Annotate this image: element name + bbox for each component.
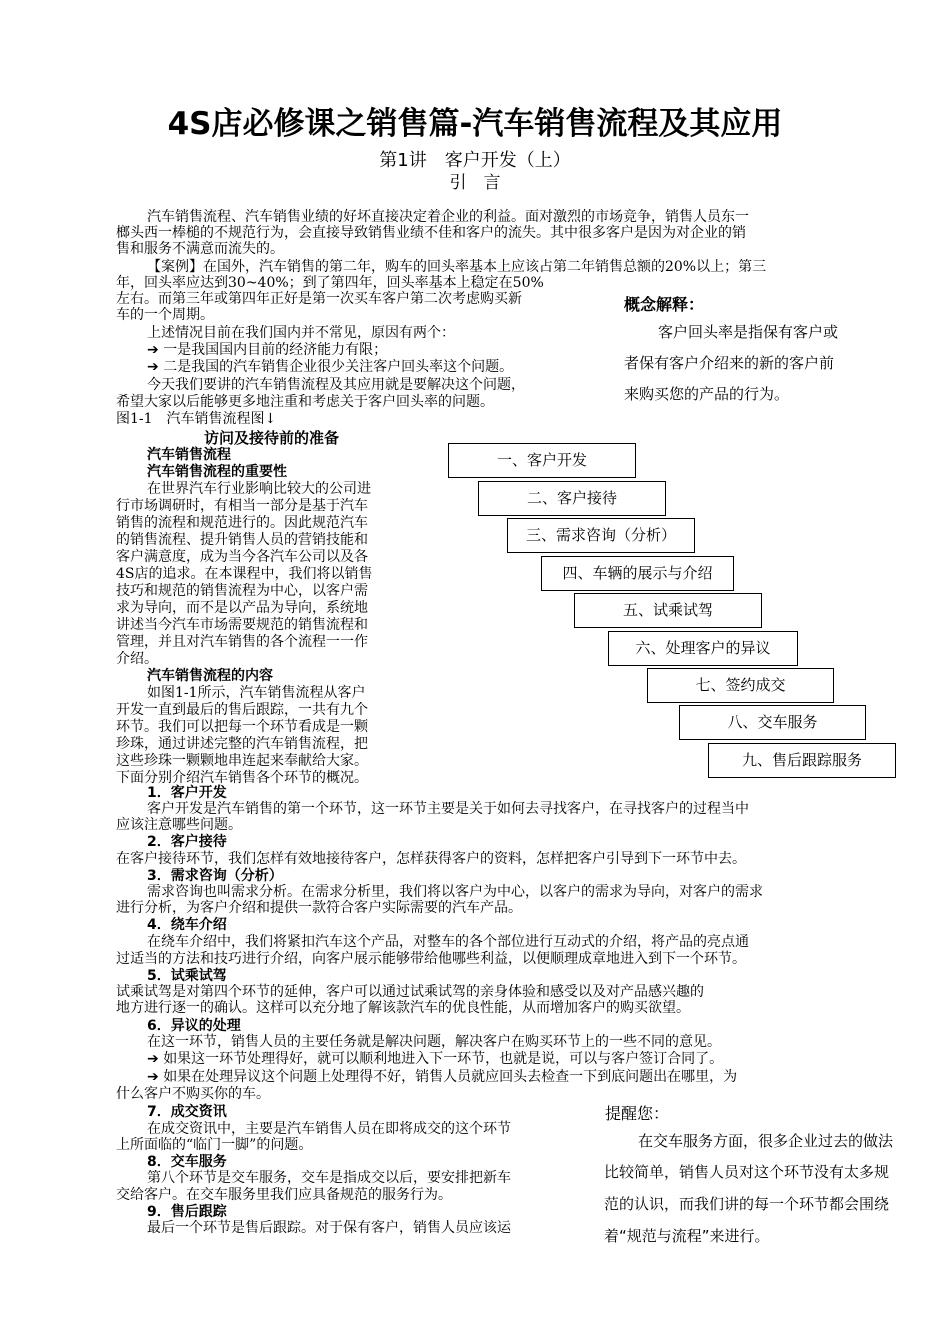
- content-line: 这些珍珠一颗颗地串连起来奉献给大家。: [116, 753, 368, 769]
- today-line: 希望大家以后能够更多地注重和考虑关于客户回头率的问题。: [116, 394, 494, 410]
- lecture-subtitle: 第1讲 客户开发（上）: [379, 150, 571, 171]
- concept-line: 者保有客户介绍来的新的客户前: [624, 354, 835, 372]
- importance-line: 讲述当今汽车市场需要规范的销售流程和: [116, 617, 368, 633]
- flow-step: 九、售后跟踪服务: [708, 743, 896, 778]
- reminder-line: 比较简单，销售人员对这个环节没有太多规: [604, 1163, 890, 1181]
- importance-line: 管理，并且对汽车销售的各个流程一一作: [116, 634, 368, 650]
- subsection-heading: 汽车销售流程: [147, 447, 231, 463]
- concept-heading: 概念解释：: [624, 295, 705, 314]
- intro-line: 汽车销售流程、汽车销售业绩的好坏直接决定着企业的利益。面对激烈的市场竞争，销售人员东一: [147, 209, 749, 225]
- reason-item: [147, 342, 387, 358]
- content-line: 开发一直到最后的售后跟踪，一共有九个: [116, 702, 368, 718]
- flow-step: 七、签约成交: [647, 668, 834, 703]
- content-line: 如图1-1所示，汽车销售流程从客户: [147, 685, 366, 701]
- content-line: 珍珠，通过讲述完整的汽车销售流程，把: [116, 736, 368, 752]
- arrow-icon: ➔: [147, 342, 159, 358]
- importance-line: 行市场调研时，有相当一部分是基于汽车: [116, 498, 368, 514]
- step-text: 过适当的方法和技巧进行介绍，向客户展示能够带给他哪些利益，以便顺理成章地进入到下一个环节。: [116, 951, 746, 967]
- flow-step: 五、试乘试驾: [574, 593, 762, 628]
- step-heading: 3．需求咨询（分析）: [147, 868, 283, 884]
- concept-line: 客户回头率是指保有客户或: [658, 323, 839, 341]
- step-heading: 6．异议的处理: [147, 1018, 241, 1034]
- arrow-icon: ➔: [147, 1069, 159, 1085]
- step-text: 需求咨询也叫需求分析。在需求分析里，我们将以客户为中心，以客户的需求为导向，对客户的需求: [147, 884, 763, 900]
- step-heading: 8．交车服务: [147, 1154, 227, 1170]
- subsection-heading: 汽车销售流程的重要性: [147, 464, 287, 480]
- case-line: 车的一个周期。: [116, 307, 214, 323]
- importance-line: 的销售流程、提升销售人员的营销技能和: [116, 532, 368, 548]
- step-heading: 2．客户接待: [147, 834, 227, 850]
- section-heading: 访问及接待前的准备: [204, 429, 340, 447]
- step-text: 进行分析，为客户介绍和提供一款符合客户实际需要的汽车产品。: [116, 900, 522, 916]
- bullet-item: [147, 1069, 737, 1085]
- step-heading: 4．绕车介绍: [147, 917, 227, 933]
- importance-line: 4S店的追求。在本课程中，我们将以销售: [116, 566, 373, 582]
- bullet-item: [147, 1051, 723, 1067]
- step-heading: 5．试乘试驾: [147, 968, 227, 984]
- case-line: 年，回头率应达到30~40%；到了第四年，回头率基本上稳定在50%: [116, 275, 544, 291]
- case-line: 左右。而第三年或第四年正好是第一次买车客户第二次考虑购买新: [116, 291, 522, 307]
- step-text: 试乘试驾是对第四个环节的延伸，客户可以通过试乘试驾的亲身体验和感受以及对产品感兴趣的: [116, 984, 704, 1000]
- flow-step: 六、处理客户的异议: [608, 631, 798, 666]
- step-text: 在这一环节，销售人员的主要任务就是解决问题，解决客户在购买环节上的一些不同的意见。: [147, 1034, 721, 1050]
- case-line: 【案例】在国外，汽车销售的第二年，购车的回头率基本上应该占第二年销售总额的20%以上；第三: [147, 259, 767, 275]
- reasons-intro: 上述情况目前在我们国内并不常见，原因有两个：: [147, 325, 455, 341]
- intro-line: 榔头西一棒槌的不规范行为，会直接导致销售业绩不佳和客户的流失。其中很多客户是因为对企业的销: [116, 225, 746, 241]
- flow-step: 三、需求咨询（分析）: [507, 518, 695, 553]
- content-line: 环节。我们可以把每一个环节看成是一颗: [116, 719, 368, 735]
- flow-step: 二、客户接待: [478, 481, 666, 516]
- intro-line: 售和服务不满意而流失的。: [116, 241, 284, 257]
- step-text: 最后一个环节是售后跟踪。对于保有客户，销售人员应该运: [147, 1220, 511, 1236]
- reminder-line: 着“规范与流程”来进行。: [604, 1227, 770, 1245]
- bullet-text: 如果这一环节处理得好，就可以顺利地进入下一环节，也就是说，可以与客户签订合同了。: [163, 1051, 724, 1067]
- reason-text: 二是我国的汽车销售企业很少关注客户回头率这个问题。: [163, 359, 514, 375]
- step-heading: 7．成交资讯: [147, 1104, 227, 1120]
- flow-step: 八、交车服务: [679, 705, 866, 740]
- importance-line: 在世界汽车行业影响比较大的公司进: [147, 481, 371, 497]
- importance-line: 销售的流程和规范进行的。因此规范汽车: [116, 515, 368, 531]
- flow-step: 四、车辆的展示与介绍: [541, 556, 734, 591]
- importance-line: 客户满意度，成为当今各汽车公司以及各: [116, 549, 368, 565]
- bullet-text: 如果在处理异议这个问题上处理得不好，销售人员就应回头去检查一下到底问题出在哪里，为: [163, 1069, 738, 1085]
- concept-line: 来购买您的产品的行为。: [624, 385, 790, 403]
- importance-line: 技巧和规范的销售流程为中心，以客户需: [116, 583, 368, 599]
- reminder-line: 在交车服务方面，很多企业过去的做法: [638, 1132, 894, 1150]
- step-heading: 9．售后跟踪: [147, 1204, 227, 1220]
- subsection-heading: 汽车销售流程的内容: [147, 668, 273, 684]
- step-heading: 1．客户开发: [147, 785, 227, 801]
- intro-heading: 引 言: [449, 173, 501, 193]
- today-line: 今天我们要讲的汽车销售流程及其应用就是要解决这个问题，: [147, 377, 525, 393]
- step-text: 第八个环节是交车服务，交车是指成交以后，要安排把新车: [147, 1170, 511, 1186]
- step-text: 地方进行逐一的确认。这样可以充分地了解该款汽车的优良性能，从而增加客户的购买欲望。: [116, 1000, 690, 1016]
- reason-item: [147, 359, 513, 375]
- arrow-icon: ➔: [147, 359, 159, 375]
- step-text: 上所面临的“临门一脚”的问题。: [116, 1137, 313, 1153]
- bullet-text: 什么客户不购买你的车。: [116, 1086, 270, 1102]
- reminder-heading: 提醒您：: [605, 1104, 670, 1123]
- reminder-line: 范的认识，而我们讲的每一个环节都会围绕: [604, 1195, 890, 1213]
- reason-text: 一是我国国内目前的经济能力有限；: [163, 342, 388, 358]
- step-text: 应该注意哪些问题。: [116, 817, 242, 833]
- content-line: 下面分别介绍汽车销售各个环节的概况。: [116, 770, 368, 786]
- step-text: 在绕车介绍中，我们将紧扣汽车这个产品，对整车的各个部位进行互动式的介绍，将产品的亮点通: [147, 934, 749, 950]
- document-title: 4S店必修课之销售篇-汽车销售流程及其应用: [167, 106, 783, 142]
- importance-line: 求为导向，而不是以产品为导向，系统地: [116, 600, 368, 616]
- step-text: 交给客户。在交车服务里我们应具备规范的服务行为。: [116, 1187, 452, 1203]
- arrow-icon: ➔: [147, 1051, 159, 1067]
- figure-caption: 图1-1 汽车销售流程图↓: [116, 411, 277, 427]
- importance-line: 介绍。: [116, 651, 158, 667]
- step-text: 客户开发是汽车销售的第一个环节，这一环节主要是关于如何去寻找客户，在寻找客户的过程当中: [147, 801, 749, 817]
- step-text: 在客户接待环节，我们怎样有效地接待客户，怎样获得客户的资料，怎样把客户引导到下一环节中去。: [116, 851, 746, 867]
- step-text: 在成交资讯中，主要是汽车销售人员在即将成交的这个环节: [147, 1121, 511, 1137]
- flow-step: 一、客户开发: [448, 443, 636, 478]
